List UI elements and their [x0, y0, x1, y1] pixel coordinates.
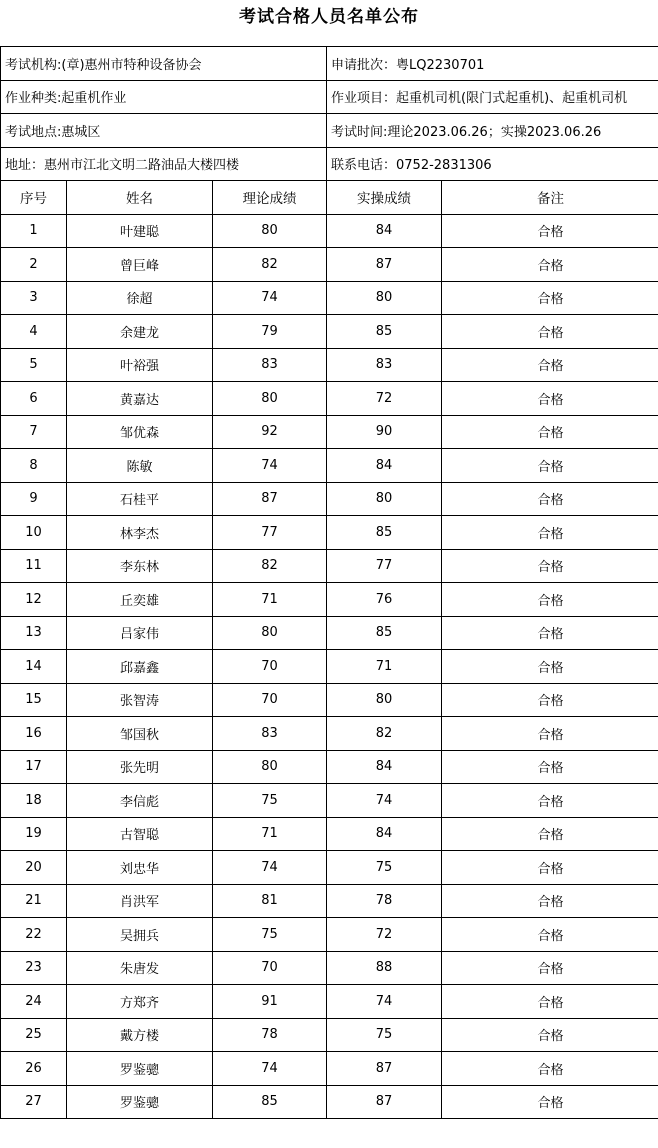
cell-name: 戴方楼 — [67, 1018, 213, 1052]
cell-remark: 合格 — [442, 348, 658, 382]
table-row — [1, 583, 658, 617]
cell-name: 邹优森 — [67, 415, 213, 449]
cell-remark: 合格 — [442, 683, 658, 717]
table-row — [1, 315, 658, 349]
table-row — [1, 851, 658, 885]
cell-theory: 74 — [213, 1052, 327, 1086]
info-row-location — [1, 114, 658, 148]
cell-seq: 25 — [1, 1018, 67, 1052]
cell-seq: 14 — [1, 650, 67, 684]
cell-practice: 76 — [327, 583, 442, 617]
cell-theory: 74 — [213, 851, 327, 885]
cell-theory: 74 — [213, 281, 327, 315]
cell-name: 方郑齐 — [67, 985, 213, 1019]
cell-practice: 84 — [327, 214, 442, 248]
cell-name: 叶建聪 — [67, 214, 213, 248]
cell-seq: 24 — [1, 985, 67, 1019]
cell-remark: 合格 — [442, 549, 658, 583]
cell-name: 罗鉴骢 — [67, 1052, 213, 1086]
cell-seq: 18 — [1, 784, 67, 818]
cell-practice: 90 — [327, 415, 442, 449]
cell-practice: 84 — [327, 817, 442, 851]
table-row — [1, 951, 658, 985]
address: 地址：惠州市江北文明二路油品大楼四楼 — [1, 147, 327, 181]
cell-seq: 5 — [1, 348, 67, 382]
info-row-address — [1, 147, 658, 181]
cell-theory: 82 — [213, 549, 327, 583]
cell-practice: 84 — [327, 750, 442, 784]
cell-name: 叶裕强 — [67, 348, 213, 382]
table-row — [1, 382, 658, 416]
table-row — [1, 683, 658, 717]
cell-name: 李信彪 — [67, 784, 213, 818]
cell-theory: 75 — [213, 918, 327, 952]
cell-name: 肖洪军 — [67, 884, 213, 918]
cell-name: 刘忠华 — [67, 851, 213, 885]
header-seq: 序号 — [1, 181, 67, 215]
cell-name: 陈敏 — [67, 449, 213, 483]
cell-remark: 合格 — [442, 650, 658, 684]
cell-name: 曾巨峰 — [67, 248, 213, 282]
cell-practice: 83 — [327, 348, 442, 382]
cell-practice: 75 — [327, 1018, 442, 1052]
table-row — [1, 650, 658, 684]
cell-name: 林李杰 — [67, 516, 213, 550]
cell-theory: 75 — [213, 784, 327, 818]
cell-practice: 87 — [327, 1052, 442, 1086]
cell-seq: 10 — [1, 516, 67, 550]
cell-remark: 合格 — [442, 985, 658, 1019]
cell-seq: 13 — [1, 616, 67, 650]
cell-remark: 合格 — [442, 1052, 658, 1086]
cell-practice: 74 — [327, 985, 442, 1019]
cell-remark: 合格 — [442, 851, 658, 885]
table-row — [1, 1052, 658, 1086]
cell-remark: 合格 — [442, 382, 658, 416]
cell-name: 黄嘉达 — [67, 382, 213, 416]
cell-seq: 17 — [1, 750, 67, 784]
cell-remark: 合格 — [442, 482, 658, 516]
table-row — [1, 281, 658, 315]
cell-practice: 80 — [327, 281, 442, 315]
cell-name: 余建龙 — [67, 315, 213, 349]
cell-remark: 合格 — [442, 750, 658, 784]
apply-batch: 申请批次：粤LQ2230701 — [327, 47, 658, 81]
cell-practice: 85 — [327, 315, 442, 349]
header-theory: 理论成绩 — [213, 181, 327, 215]
cell-remark: 合格 — [442, 214, 658, 248]
table-row — [1, 918, 658, 952]
cell-theory: 74 — [213, 449, 327, 483]
cell-theory: 80 — [213, 382, 327, 416]
cell-theory: 71 — [213, 583, 327, 617]
cell-practice: 72 — [327, 918, 442, 952]
cell-theory: 80 — [213, 616, 327, 650]
table-row — [1, 482, 658, 516]
cell-seq: 27 — [1, 1085, 67, 1119]
cell-theory: 92 — [213, 415, 327, 449]
cell-remark: 合格 — [442, 918, 658, 952]
table-row — [1, 717, 658, 751]
cell-practice: 72 — [327, 382, 442, 416]
cell-practice: 74 — [327, 784, 442, 818]
work-category: 作业种类:起重机作业 — [1, 80, 327, 114]
cell-theory: 77 — [213, 516, 327, 550]
cell-seq: 22 — [1, 918, 67, 952]
cell-name: 张先明 — [67, 750, 213, 784]
cell-theory: 82 — [213, 248, 327, 282]
cell-theory: 83 — [213, 348, 327, 382]
cell-practice: 87 — [327, 1085, 442, 1119]
info-row-org — [1, 47, 658, 81]
cell-seq: 9 — [1, 482, 67, 516]
cell-name: 罗鉴骢 — [67, 1085, 213, 1119]
cell-remark: 合格 — [442, 951, 658, 985]
cell-name: 张智涛 — [67, 683, 213, 717]
cell-name: 丘奕雄 — [67, 583, 213, 617]
cell-seq: 16 — [1, 717, 67, 751]
cell-practice: 75 — [327, 851, 442, 885]
cell-name: 邹国秋 — [67, 717, 213, 751]
header-practice: 实操成绩 — [327, 181, 442, 215]
cell-name: 徐超 — [67, 281, 213, 315]
cell-seq: 20 — [1, 851, 67, 885]
cell-seq: 1 — [1, 214, 67, 248]
cell-seq: 26 — [1, 1052, 67, 1086]
cell-practice: 85 — [327, 616, 442, 650]
cell-practice: 78 — [327, 884, 442, 918]
cell-remark: 合格 — [442, 1085, 658, 1119]
table-row — [1, 1018, 658, 1052]
table-row — [1, 449, 658, 483]
cell-theory: 83 — [213, 717, 327, 751]
cell-seq: 15 — [1, 683, 67, 717]
cell-seq: 12 — [1, 583, 67, 617]
cell-seq: 11 — [1, 549, 67, 583]
cell-practice: 71 — [327, 650, 442, 684]
cell-practice: 88 — [327, 951, 442, 985]
cell-practice: 87 — [327, 248, 442, 282]
cell-remark: 合格 — [442, 884, 658, 918]
cell-seq: 4 — [1, 315, 67, 349]
header-name: 姓名 — [67, 181, 213, 215]
cell-name: 吕家伟 — [67, 616, 213, 650]
cell-remark: 合格 — [442, 817, 658, 851]
cell-remark: 合格 — [442, 281, 658, 315]
cell-theory: 79 — [213, 315, 327, 349]
cell-theory: 87 — [213, 482, 327, 516]
table-row — [1, 817, 658, 851]
cell-remark: 合格 — [442, 248, 658, 282]
cell-name: 邱嘉鑫 — [67, 650, 213, 684]
cell-remark: 合格 — [442, 717, 658, 751]
cell-seq: 19 — [1, 817, 67, 851]
cell-practice: 84 — [327, 449, 442, 483]
cell-name: 吴拥兵 — [67, 918, 213, 952]
cell-remark: 合格 — [442, 415, 658, 449]
work-project: 作业项目：起重机司机(限门式起重机)、起重机司机 — [327, 80, 658, 114]
exam-location: 考试地点:惠城区 — [1, 114, 327, 148]
cell-theory: 78 — [213, 1018, 327, 1052]
cell-seq: 7 — [1, 415, 67, 449]
contact-phone: 联系电话：0752-2831306 — [327, 147, 658, 181]
cell-remark: 合格 — [442, 784, 658, 818]
cell-remark: 合格 — [442, 449, 658, 483]
cell-practice: 82 — [327, 717, 442, 751]
cell-theory: 91 — [213, 985, 327, 1019]
table-row — [1, 884, 658, 918]
cell-remark: 合格 — [442, 315, 658, 349]
cell-remark: 合格 — [442, 1018, 658, 1052]
exam-org: 考试机构:(章)惠州市特种设备协会 — [1, 47, 327, 81]
cell-seq: 6 — [1, 382, 67, 416]
cell-seq: 21 — [1, 884, 67, 918]
table-row — [1, 985, 658, 1019]
table-header-row — [1, 181, 658, 215]
cell-remark: 合格 — [442, 583, 658, 617]
table-row — [1, 516, 658, 550]
cell-name: 石桂平 — [67, 482, 213, 516]
cell-remark: 合格 — [442, 616, 658, 650]
results-table-body — [1, 47, 658, 1119]
cell-theory: 70 — [213, 650, 327, 684]
cell-theory: 80 — [213, 750, 327, 784]
cell-name: 朱唐发 — [67, 951, 213, 985]
table-row — [1, 1085, 658, 1119]
table-row — [1, 750, 658, 784]
info-row-category — [1, 80, 658, 114]
table-row — [1, 549, 658, 583]
cell-practice: 77 — [327, 549, 442, 583]
cell-seq: 2 — [1, 248, 67, 282]
cell-theory: 70 — [213, 951, 327, 985]
cell-remark: 合格 — [442, 516, 658, 550]
cell-theory: 71 — [213, 817, 327, 851]
cell-seq: 8 — [1, 449, 67, 483]
table-row — [1, 248, 658, 282]
cell-theory: 80 — [213, 214, 327, 248]
cell-theory: 70 — [213, 683, 327, 717]
cell-practice: 85 — [327, 516, 442, 550]
cell-name: 古智聪 — [67, 817, 213, 851]
exam-time: 考试时间:理论2023.06.26；实操2023.06.26 — [327, 114, 658, 148]
cell-practice: 80 — [327, 482, 442, 516]
page-title: 考试合格人员名单公布 — [239, 7, 419, 27]
cell-seq: 3 — [1, 281, 67, 315]
table-row — [1, 784, 658, 818]
cell-seq: 23 — [1, 951, 67, 985]
cell-theory: 81 — [213, 884, 327, 918]
table-row — [1, 348, 658, 382]
cell-theory: 85 — [213, 1085, 327, 1119]
results-table — [0, 46, 658, 1119]
cell-name: 李东林 — [67, 549, 213, 583]
table-row — [1, 214, 658, 248]
header-remark: 备注 — [442, 181, 658, 215]
table-row — [1, 616, 658, 650]
cell-practice: 80 — [327, 683, 442, 717]
table-row — [1, 415, 658, 449]
